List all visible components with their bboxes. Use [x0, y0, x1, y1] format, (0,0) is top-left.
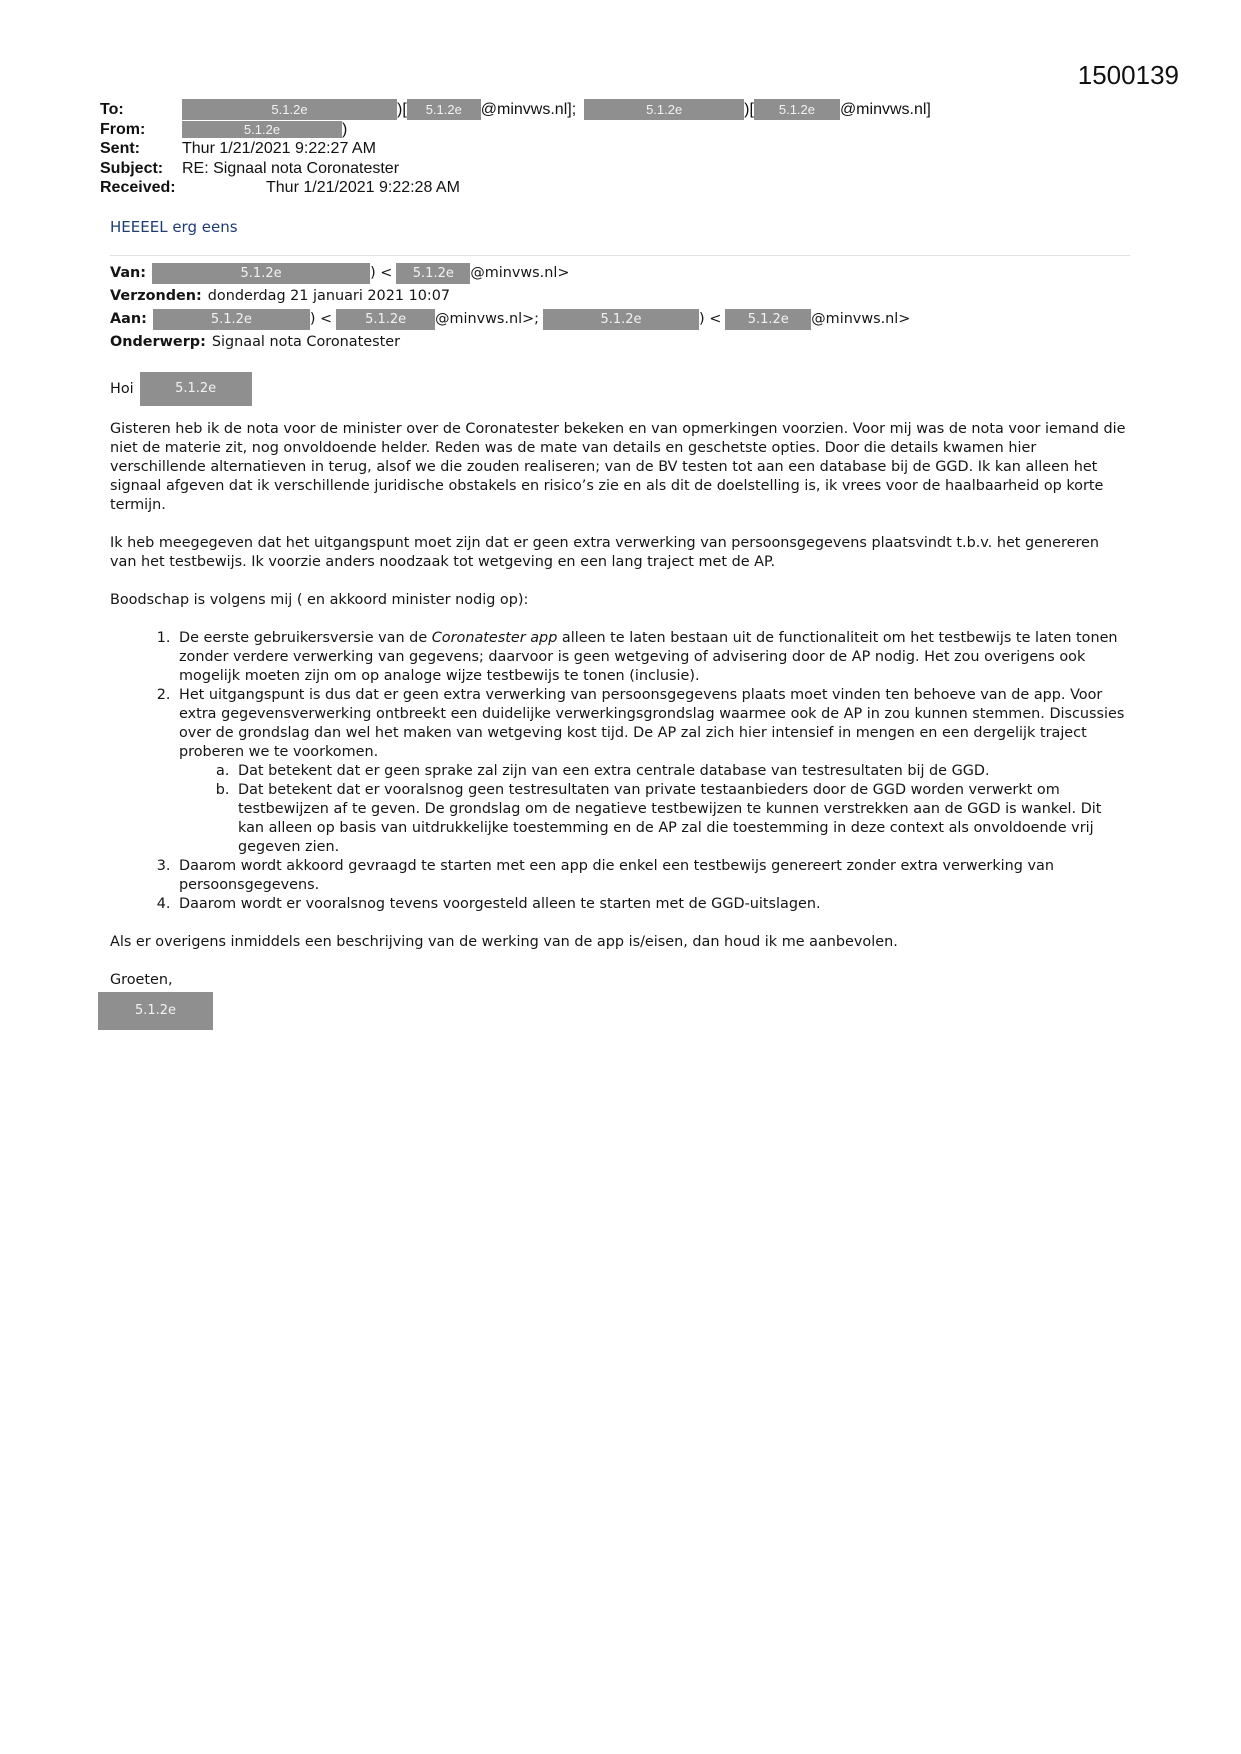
closing-paragraph: Als er overigens inmiddels een beschrijving van de werking van de app is/eisen, dan houd ik me aanbevolen.: [110, 934, 898, 950]
sub-list-item: a. Dat betekent dat er geen sprake zal zijn van een extra centrale database van testresultaten bij de GGD.: [234, 762, 1130, 781]
divider: [110, 255, 1130, 256]
redaction-box: 5.1.2e: [396, 263, 470, 284]
original-message-header: [110, 262, 1130, 354]
redaction-box: 5.1.2e: [754, 99, 840, 120]
from-text: ): [342, 120, 348, 138]
verzonden-label: Verzonden:: [110, 288, 202, 304]
subject-row: [100, 159, 931, 179]
redaction-box: 5.1.2e: [543, 309, 699, 330]
email-body: [110, 218, 1130, 1030]
aan-text: ) <: [699, 311, 722, 327]
van-text: @minvws.nl>: [470, 265, 570, 281]
onderwerp-row: [110, 331, 1130, 354]
list-item-text: De eerste gebruikersversie van de: [179, 630, 432, 646]
list-item-emphasis: Coronatester app: [431, 630, 558, 646]
aan-text: ) <: [309, 311, 333, 327]
redaction-box: 5.1.2e: [182, 99, 397, 120]
to-row: [100, 100, 931, 120]
to-text: )[: [744, 101, 754, 118]
to-text: @minvws.nl]: [839, 101, 931, 118]
to-text: )[: [397, 101, 407, 118]
aan-text: @minvws.nl>;: [435, 311, 540, 327]
list-item: [175, 686, 1130, 857]
aan-label: Aan:: [110, 311, 147, 327]
list-item: 4. Daarom wordt er vooralsnog tevens voorgesteld alleen te starten met de GGD-uitslagen.: [175, 895, 1130, 914]
from-row: [100, 120, 931, 140]
greeting: [110, 372, 1130, 406]
redaction-box: 5.1.2e: [152, 263, 370, 284]
list-item-text: Het uitgangspunt is dus dat er geen extra verwerking van persoonsgegevens plaats moet vinden ten behoeve van de app. Voor extra gegevensverwerking ontbreekt een duidelijke verwerkingsgrondslag waarmee ook de AP in zou kunnen stemmen. Discussies over de grondslag dan wel het maken van wetgeving kost tijd. De AP zal zich hier intensief in mengen en een dergelijk traject proberen we te voorkomen.: [179, 687, 1125, 760]
list-item: [175, 629, 1130, 686]
verzonden-value: donderdag 21 januari 2021 10:07: [207, 288, 451, 304]
redaction-box: 5.1.2e: [407, 99, 481, 120]
sent-label: Sent:: [100, 140, 140, 157]
signature: [110, 990, 1130, 1030]
list-item: 3. Daarom wordt akkoord gevraagd te starten met een app die enkel een testbewijs genereert zonder extra verwerking van persoonsgegevens.: [175, 857, 1130, 895]
paragraph: Boodschap is volgens mij ( en akkoord minister nodig op):: [110, 592, 529, 608]
redaction-box: 5.1.2e: [336, 309, 435, 330]
reply-text: HEEEEL erg eens: [110, 218, 238, 236]
received-row: [100, 178, 931, 198]
greeting-text: Hoi: [110, 380, 134, 397]
sent-value: Thur 1/21/2021 9:22:27 AM: [182, 140, 376, 157]
redaction-box: 5.1.2e: [584, 99, 744, 120]
aan-text: @minvws.nl>: [811, 311, 911, 327]
from-label: From:: [100, 120, 146, 138]
van-text: ) <: [370, 265, 393, 281]
verzonden-row: [110, 285, 1130, 308]
redaction-box: 5.1.2e: [140, 372, 252, 406]
received-label: Received:: [100, 179, 176, 196]
redaction-box: 5.1.2e: [182, 121, 342, 138]
paragraph: Gisteren heb ik de nota voor de minister over de Coronatester bekeken en van opmerkingen voorzien. Voor mij was de nota voor iemand die niet de materie zit, nog onvoldoende helder. Reden was de mate van details en geschetste opties. Door die details kwamen hier verschillende alternatieven in terug, alsof we die zouden realiseren; van de BV testen tot aan een database bij de GGD. Ik kan alleen het signaal afgeven dat ik verschillende juridische obstakels en risico’s zie en als dit de doelstelling is, ik vrees voor de haalbaarheid op korte termijn.: [110, 421, 1126, 513]
onderwerp-value: Signaal nota Coronatester: [211, 334, 401, 350]
redaction-box: 5.1.2e: [725, 309, 811, 330]
sub-list-item: b. Dat betekent dat er vooralsnog geen testresultaten van private testaanbieders door de GGD worden verwerkt om testbewijzen af te geven. De grondslag om de negatieve testbewijzen te kunnen verstrekken aan de GGD is wankel. Dit kan alleen op basis van uitdrukkelijke toestemming en de AP zal die toestemming in deze context als onvoldoende vrij gegeven zien.: [234, 781, 1130, 857]
signoff: Groeten,: [110, 972, 173, 988]
redaction-box: 5.1.2e: [98, 992, 213, 1030]
to-label: To:: [100, 101, 124, 118]
list-item-text: alleen te laten bestaan uit de functionaliteit om het testbewijs te laten tonen zonder verdere verwerking van gegevens; daarvoor is geen wetgeving of advisering door de AP nodig. Het zou overigens ook mogelijk moeten zijn om op analoge wijze testbewijs te tonen (inclusie).: [179, 630, 1118, 684]
onderwerp-label: Onderwerp:: [110, 334, 206, 350]
redaction-box: 5.1.2e: [153, 309, 310, 330]
van-label: Van:: [110, 265, 147, 281]
email-header: [100, 100, 931, 198]
document-number: 1500139: [1077, 60, 1179, 90]
message-list: [110, 629, 1130, 914]
to-text: @minvws.nl];: [480, 101, 577, 118]
subject-label: Subject:: [100, 159, 164, 177]
received-value: Thur 1/21/2021 9:22:28 AM: [266, 179, 460, 196]
subject-value: RE: Signaal nota Coronatester: [182, 159, 400, 177]
van-row: [110, 262, 1130, 285]
paragraph: Ik heb meegegeven dat het uitgangspunt moet zijn dat er geen extra verwerking van persoonsgegevens plaatsvindt t.b.v. het genereren van het testbewijs. Ik voorzie anders noodzaak tot wetgeving en een lang traject met de AP.: [110, 535, 1100, 570]
sub-list: [179, 762, 1130, 857]
aan-row: [110, 308, 1130, 331]
sent-row: [100, 139, 931, 159]
